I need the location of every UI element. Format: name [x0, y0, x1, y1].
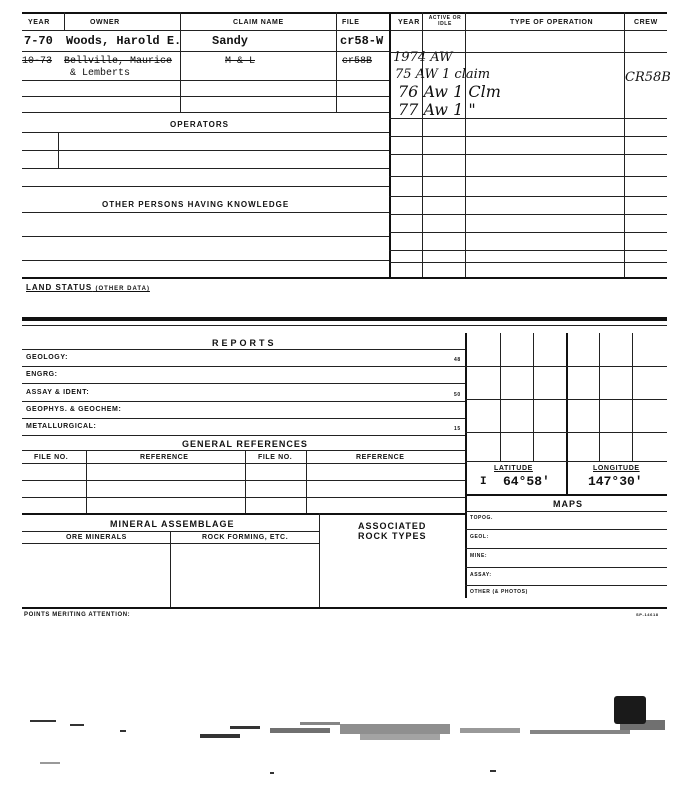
owner-row-2-claim: M & L	[225, 56, 256, 67]
activity-entry-2: 75 AW 1 claim	[395, 67, 491, 82]
reports-heading: REPORTS	[212, 338, 277, 348]
grid-v-4	[599, 333, 600, 461]
longitude-label: LONGITUDE	[593, 465, 640, 472]
header-year: YEAR	[28, 19, 50, 26]
report-row-rule-2	[22, 383, 465, 384]
activity-rule-7	[389, 214, 667, 215]
header-crew: CREW	[634, 19, 658, 26]
maps-rule-3	[465, 567, 667, 568]
longitude-value: 147°30'	[588, 474, 643, 489]
report-row-rule-5	[22, 435, 465, 436]
other-persons-rule-2	[22, 236, 389, 237]
maps-rule-2	[465, 548, 667, 549]
operators-sep	[58, 132, 59, 168]
report-row-geology-num: 48	[454, 357, 461, 363]
owner-row-3-rule	[22, 96, 389, 97]
report-row-engrg: ENGRG:	[26, 371, 58, 378]
report-row-rule-4	[22, 418, 465, 419]
scan-noise	[0, 690, 678, 780]
owner-row-1-year: 7-70	[24, 34, 53, 48]
operators-rule-4	[22, 186, 389, 187]
activity-rule-2	[389, 118, 667, 119]
gr-col-file-no-2: FILE NO.	[258, 454, 293, 461]
grid-h-2	[465, 399, 667, 400]
report-row-metallurgical: METALLURGICAL:	[26, 423, 97, 430]
activity-rule-4	[389, 154, 667, 155]
owner-row-2-owner-cont: & Lemberts	[70, 68, 131, 79]
maps-rule-1	[465, 529, 667, 530]
other-persons-rule-1	[22, 212, 389, 213]
owner-row-2-owner: Bellville, Maurice	[64, 56, 173, 67]
activity-rule-10	[389, 262, 667, 263]
gr-col-reference-2: REFERENCE	[356, 454, 405, 461]
report-row-geology: GEOLOGY:	[26, 354, 69, 361]
gr-sep-1	[86, 450, 87, 513]
general-references-heading: GENERAL REFERENCES	[182, 439, 308, 449]
owner-row-2-rule	[22, 80, 389, 81]
operators-rule-1	[22, 132, 389, 133]
report-row-rule-3	[22, 401, 465, 402]
owner-row-4-rule	[22, 112, 389, 113]
rock-forming-heading: ROCK FORMING, ETC.	[202, 534, 289, 541]
maps-row-other: OTHER (& PHOTOS)	[470, 589, 528, 595]
latitude-label: LATITUDE	[494, 465, 533, 472]
header-year-right: YEAR	[398, 19, 420, 26]
report-row-assay: ASSAY & IDENT:	[26, 389, 90, 396]
ore-minerals-heading: ORE MINERALS	[66, 534, 127, 541]
general-references-rule	[22, 450, 465, 451]
points-meriting-attention: POINTS MERITING ATTENTION:	[24, 612, 131, 618]
operators-rule-3	[22, 168, 389, 169]
grid-h-1	[465, 366, 667, 367]
maps-heading-rule	[465, 511, 667, 512]
footer-rule	[22, 607, 667, 609]
associated-sep	[319, 513, 320, 607]
activity-rule-8	[389, 232, 667, 233]
gr-bottom-rule	[22, 513, 465, 515]
activity-entry-4: 77 Aw 1 "	[398, 100, 476, 119]
col-sep-owner	[180, 12, 181, 112]
latitude-value: 64°58'	[503, 474, 550, 489]
col-sep-claim	[336, 12, 337, 112]
other-persons-rule-3	[22, 260, 389, 261]
owner-row-1-claim: Sandy	[212, 34, 249, 48]
gr-sep-2	[245, 450, 246, 513]
grid-h-4	[465, 461, 667, 462]
activity-rule-3	[389, 136, 667, 137]
gr-col-reference: REFERENCE	[140, 454, 189, 461]
maps-rule-4	[465, 585, 667, 586]
grid-v-2	[533, 333, 534, 461]
mineral-sep	[170, 531, 171, 607]
owner-row-1-file: cr58-W	[340, 34, 384, 48]
header-claim-name: CLAIM NAME	[233, 19, 284, 26]
gr-header-rule	[22, 463, 465, 464]
report-row-rule-1	[22, 366, 465, 367]
activity-rule-9	[389, 250, 667, 251]
gr-sep-3	[306, 450, 307, 513]
report-row-assay-num: 50	[454, 392, 461, 398]
grid-h-3	[465, 432, 667, 433]
owner-row-1-owner: Woods, Harold E.	[66, 34, 182, 48]
maps-heading: MAPS	[553, 499, 584, 509]
gr-col-file-no: FILE NO.	[34, 454, 69, 461]
activity-entry-2-crew: CR58B	[625, 70, 671, 85]
col-sep-year	[64, 12, 65, 30]
activity-entry-1: 1974 AW	[393, 50, 453, 65]
owner-row-2-year: 10-73	[22, 56, 53, 67]
form-code: SP-14618	[636, 612, 659, 617]
grid-v-5	[632, 333, 633, 461]
gr-rule-2	[22, 497, 465, 498]
owner-row-1-rule	[22, 51, 389, 52]
report-row-geophys: GEOPHYS. & GEOCHEM:	[26, 406, 122, 413]
grid-v-3	[566, 333, 568, 495]
section-divider-bar	[22, 317, 667, 321]
scan-dark-square	[614, 696, 646, 724]
header-top-rule	[22, 12, 667, 14]
header-active-or-idle: ACTIVE OR IDLE	[428, 15, 462, 27]
header-bottom-rule	[22, 30, 667, 31]
maps-row-topog: TOPOG.	[470, 515, 493, 521]
section-divider-bar-thin	[22, 325, 667, 326]
operators-heading: OPERATORS	[170, 120, 229, 129]
header-type-of-operation: TYPE OF OPERATION	[510, 19, 594, 26]
associated-heading: ASSOCIATED	[358, 521, 427, 531]
land-status-label: LAND STATUS	[26, 283, 93, 292]
gr-rule-1	[22, 480, 465, 481]
activity-rule-5	[389, 176, 667, 177]
land-status-note: (OTHER DATA)	[95, 286, 150, 292]
reports-heading-rule	[22, 349, 465, 350]
coord-prefix: I	[480, 476, 487, 488]
operators-rule-2	[22, 150, 389, 151]
reports-right-border	[465, 333, 467, 598]
header-file: FILE	[342, 19, 360, 26]
report-row-metallurgical-num: 15	[454, 426, 461, 432]
land-status-heading	[26, 283, 150, 292]
rock-types-heading: ROCK TYPES	[358, 531, 427, 541]
mineral-assemblage-heading: MINERAL ASSEMBLAGE	[110, 519, 235, 529]
maps-row-assay: ASSAY:	[470, 572, 492, 578]
activity-rule-1	[389, 52, 667, 53]
activity-rule-6	[389, 196, 667, 197]
grid-v-1	[500, 333, 501, 461]
upper-section-bottom-rule	[22, 277, 667, 279]
owner-row-2-file: cr58B	[342, 56, 373, 67]
maps-row-geol: GEOL:	[470, 534, 489, 540]
activity-entry-3: 76 Aw 1 Clm	[398, 82, 501, 101]
coords-bottom-rule	[465, 494, 667, 496]
other-persons-heading: OTHER PERSONS HAVING KNOWLEDGE	[102, 200, 290, 209]
header-owner: OWNER	[90, 19, 120, 26]
maps-row-mine: MINE:	[470, 553, 488, 559]
